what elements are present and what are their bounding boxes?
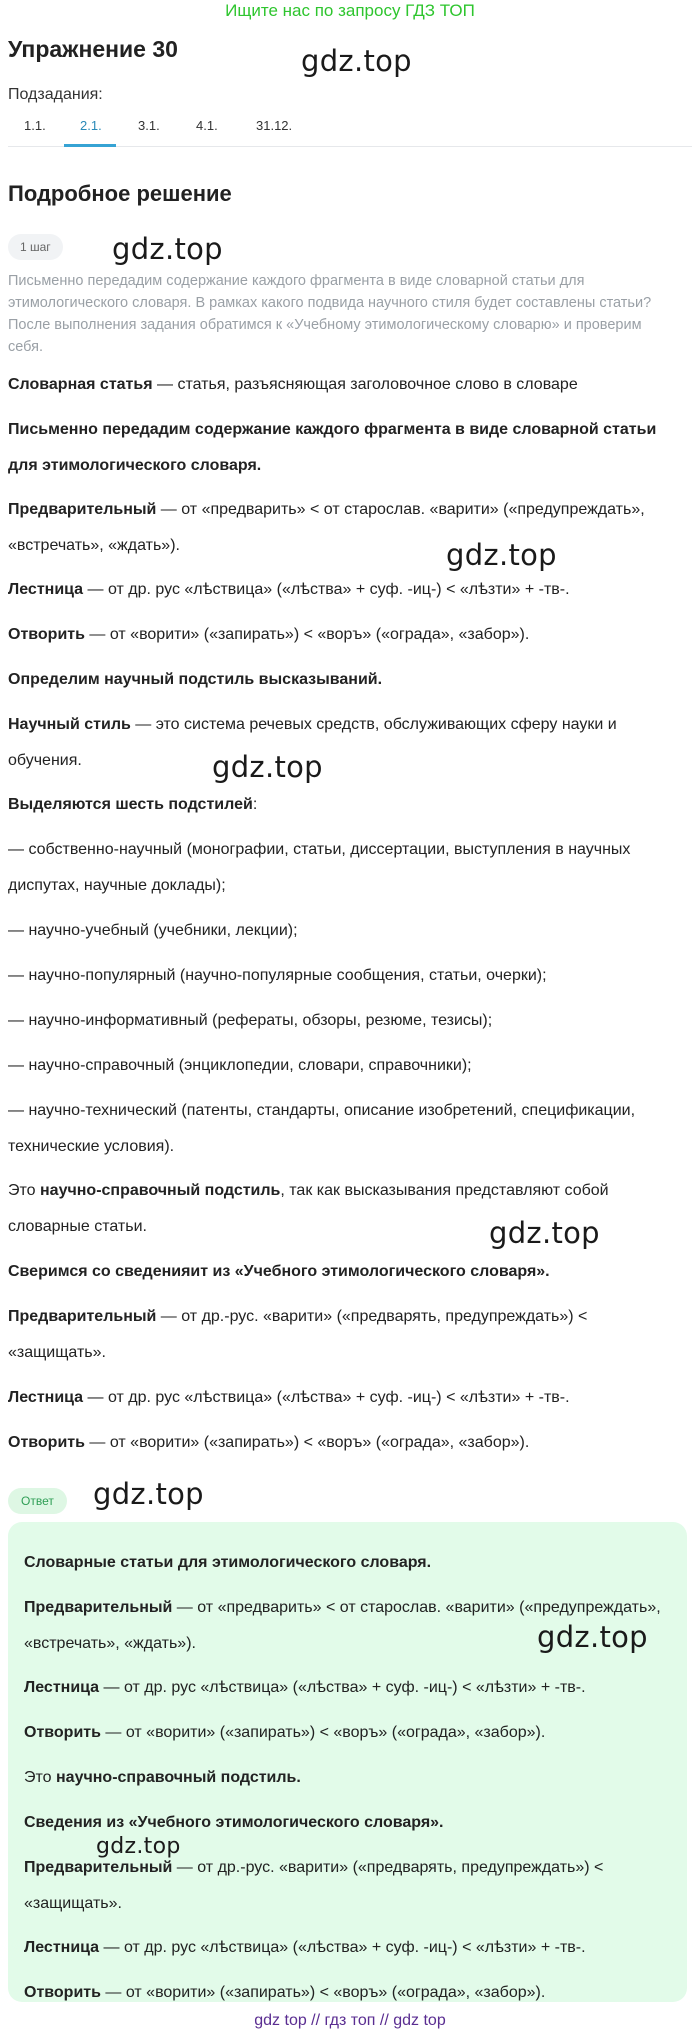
step-badge: 1 шаг (8, 234, 63, 260)
answer-paragraph: Отворить — от «ворити» («запирать») < «воръ» («ограда», «забор»). (24, 1984, 546, 2001)
solution-list (8, 958, 688, 994)
solution-paragraph: Лестница — от др. рус «лѣствица» («лѣства» + суф. -иц-) < «лѣзти» + -тв-. (8, 581, 570, 598)
answer-text (24, 1545, 674, 1581)
solution-list (8, 913, 688, 949)
tab-1-1[interactable]: 1.1. (24, 118, 46, 133)
solution-paragraph: Отворить — от «ворити» («запирать») < «воръ» («ограда», «забор»). (8, 1434, 530, 1451)
solution-paragraph: Лестница — от др. рус «лѣствица» («лѣства» + суф. -иц-) < «лѣзти» + -тв-. (8, 1389, 570, 1406)
solution-text (8, 1299, 688, 1371)
solution-text (8, 412, 688, 484)
list-item: — собственно-научный (монографии, статьи, диссертации, выступления в научных диспутах, научные доклады); (8, 841, 631, 894)
subtask-tabs (8, 114, 692, 147)
solution-paragraph: Выделяются шесть подстилей: (8, 796, 258, 813)
search-banner: Ищите нас по запросу ГДЗ ТОП (225, 1, 475, 20)
solution-text (8, 707, 688, 779)
solution-paragraph: Предварительный — от «предварить» < от старослав. «варити» («предупреждать», «встречать», «ждать»). (8, 501, 645, 554)
answer-badge: Ответ (8, 1488, 67, 1514)
solution-list (8, 832, 688, 904)
answer-paragraph: Отворить — от «ворити» («запирать») < «воръ» («ограда», «забор»). (24, 1724, 546, 1741)
solution-paragraph: Сверимся со сведенияит из «Учебного этимологического словаря». (8, 1263, 550, 1280)
watermark: gdz.top (489, 1216, 600, 1250)
solution-list (8, 1093, 688, 1165)
list-item: — научно-технический (патенты, стандарты, описание изобретений, спецификации, технические условия). (8, 1102, 636, 1155)
solution-text (8, 1254, 688, 1290)
section-title: Подробное решение (8, 181, 232, 206)
answer-text (24, 1715, 674, 1751)
solution-paragraph: Словарная статья — статья, разъясняющая заголовочное слово в словаре (8, 376, 578, 393)
answer-paragraph: Это научно-справочный подстиль. (24, 1769, 301, 1786)
solution-text (8, 1425, 688, 1461)
subtasks-label: Подзадания: (8, 86, 103, 103)
watermark: gdz.top (537, 1620, 648, 1654)
footer-links[interactable]: gdz top // гдз топ // gdz top (254, 2012, 446, 2029)
answer-text (24, 1975, 674, 2011)
solution-text (8, 492, 688, 564)
watermark: gdz.top (112, 232, 223, 266)
solution-paragraph: Научный стиль — это система речевых средств, обслуживающих сферу науки и обучения. (8, 716, 617, 769)
task-description: Письменно передадим содержание каждого фрагмента в виде словарной статьи для этимологического словаря. В рамках какого подвида научного стиля будет составлены статьи? После выполнения задания обратимся к «Учебному этимологическому словарю» и проверим себя. (8, 273, 652, 355)
solution-text (8, 787, 688, 823)
solution-list (8, 1003, 688, 1039)
solution-paragraph: Это научно-справочный подстиль, так как высказывания представляют собой словарные статьи. (8, 1182, 609, 1235)
active-tab-indicator (64, 144, 116, 147)
answer-paragraph: Сведения из «Учебного этимологического словаря». (24, 1814, 444, 1831)
solution-text (8, 1380, 688, 1416)
answer-paragraph: Лестница — от др. рус «лѣствица» («лѣства» + суф. -иц-) < «лѣзти» + -тв-. (24, 1679, 586, 1696)
solution-paragraph: Предварительный — от др.-рус. «варити» («предварять, предупреждать») < «защищать». (8, 1308, 588, 1361)
watermark: gdz.top (93, 1477, 204, 1511)
solution-list (8, 1048, 688, 1084)
list-item: — научно-популярный (научно-популярные сообщения, статьи, очерки); (8, 967, 547, 984)
answer-text (24, 1760, 674, 1796)
tab-2-1[interactable]: 2.1. (80, 118, 102, 133)
list-item: — научно-учебный (учебники, лекции); (8, 922, 298, 939)
tab-31-12[interactable]: 31.12. (256, 118, 293, 133)
answer-text (24, 1930, 674, 1966)
watermark: gdz.top (96, 1834, 181, 1859)
solution-paragraph: Отворить — от «ворити» («запирать») < «воръ» («ограда», «забор»). (8, 626, 530, 643)
tab-3-1[interactable]: 3.1. (138, 118, 160, 133)
exercise-title: Упражнение 30 (8, 36, 178, 62)
answer-text (24, 1670, 674, 1706)
solution-text (8, 662, 688, 698)
answer-paragraph: Словарные статьи для этимологического словаря. (24, 1554, 432, 1571)
solution-text (8, 617, 688, 653)
watermark: gdz.top (212, 750, 323, 784)
list-item: — научно-справочный (энциклопедии, словари, справочники); (8, 1057, 472, 1074)
solution-paragraph: Определим научный подстиль высказываний. (8, 671, 383, 688)
watermark: gdz.top (446, 538, 557, 572)
watermark: gdz.top (301, 44, 412, 78)
solution-text (8, 572, 688, 608)
list-item: — научно-информативный (рефераты, обзоры, резюме, тезисы); (8, 1012, 493, 1029)
solution-text (8, 367, 688, 403)
answer-paragraph: Лестница — от др. рус «лѣствица» («лѣства» + суф. -иц-) < «лѣзти» + -тв-. (24, 1939, 586, 1956)
solution-paragraph: Письменно передадим содержание каждого фрагмента в виде словарной статьи для этимологического словаря. (8, 421, 657, 474)
answer-text (24, 1850, 674, 1922)
tab-4-1[interactable]: 4.1. (196, 118, 218, 133)
answer-paragraph: Предварительный — от др.-рус. «варити» («предварять, предупреждать») < «защищать». (24, 1859, 604, 1912)
answer-paragraph: Предварительный — от «предварить» < от старослав. «варити» («предупреждать», «встречать», «ждать»). (24, 1599, 661, 1652)
